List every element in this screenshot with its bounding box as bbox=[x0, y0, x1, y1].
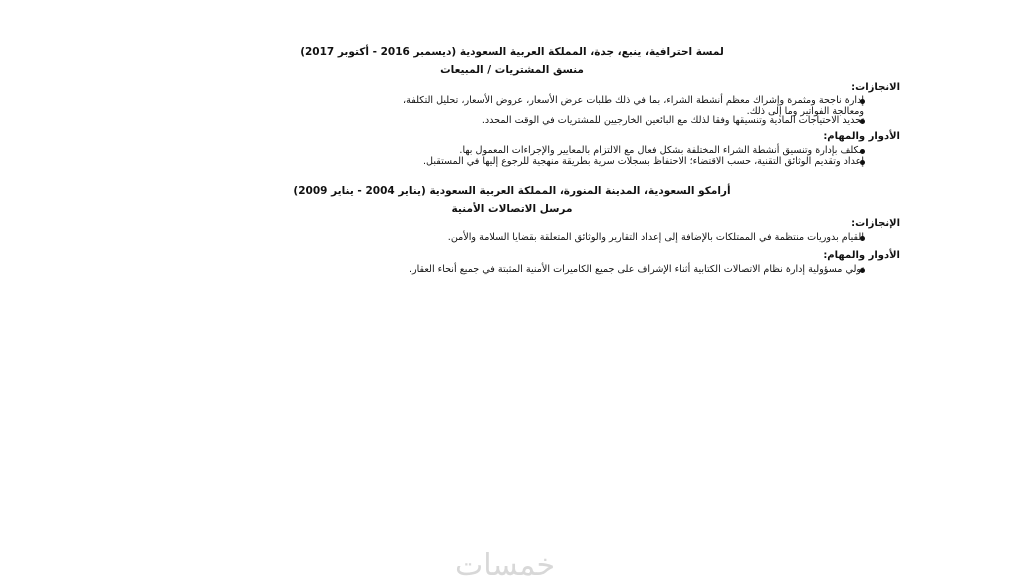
watermark-logo: خمسات bbox=[455, 548, 556, 583]
job1-achievement-1-line2: ومعالجة الفواتير وما إلى ذلك. bbox=[746, 106, 864, 117]
job2-achievements-label: الإنجازات: bbox=[851, 218, 900, 229]
job2-title: أرامكو السعودية، المدينة المنورة، المملكة العربية السعودية (يناير 2004 - يناير 2009) bbox=[293, 185, 731, 197]
job2-role: مرسل الاتصالات الأمنية bbox=[451, 203, 573, 215]
job1-duty-2: إعداد وتقديم الوثائق التقنية، حسب الاقتضاء؛ الاحتفاظ بسجلات سرية بطريقة منهجية للرجوع إليها في المستقبل. bbox=[423, 156, 864, 167]
job1-duties-label: الأدوار والمهام: bbox=[823, 131, 900, 142]
job1-duty-1: مكلف بإدارة وتنسيق أنشطة الشراء المختلفة بشكل فعال مع الالتزام بالمعايير والإجراءات المعمول بها. bbox=[459, 145, 864, 156]
job1-role: منسق المشتريات / المبيعات bbox=[440, 64, 584, 76]
job2-achievement-1: القيام بدوريات منتظمة في الممتلكات بالإضافة إلى إعداد التقارير والوثائق المتعلقة بقضايا السلامة والأمن. bbox=[447, 232, 864, 243]
job2-duty-1: تولي مسؤولية إدارة نظام الاتصالات الكتابية أثناء الإشراف على جميع الكاميرات الأمنية المثبتة في جميع أنحاء العقار. bbox=[408, 264, 864, 275]
job1-title: لمسة احترافية، ينبع، جدة، المملكة العربية السعودية (ديسمبر 2016 - أكتوبر 2017) bbox=[300, 46, 724, 58]
job1-achievements-label: الانجازات: bbox=[851, 82, 900, 93]
job1-achievement-2: تحديد الاحتياجات المادية وتنسيقها وفقا لذلك مع البائعين الخارجيين للمشتريات في الوقت المحدد. bbox=[481, 115, 864, 126]
job2-duties-label: الأدوار والمهام: bbox=[823, 250, 900, 261]
job1-achievement-1-line1: إدارة ناجحة ومثمرة وإشراك معظم أنشطة الشراء، بما في ذلك طلبات عرض الأسعار، عروض الأسعار، تحليل التكلفة، bbox=[403, 95, 864, 106]
